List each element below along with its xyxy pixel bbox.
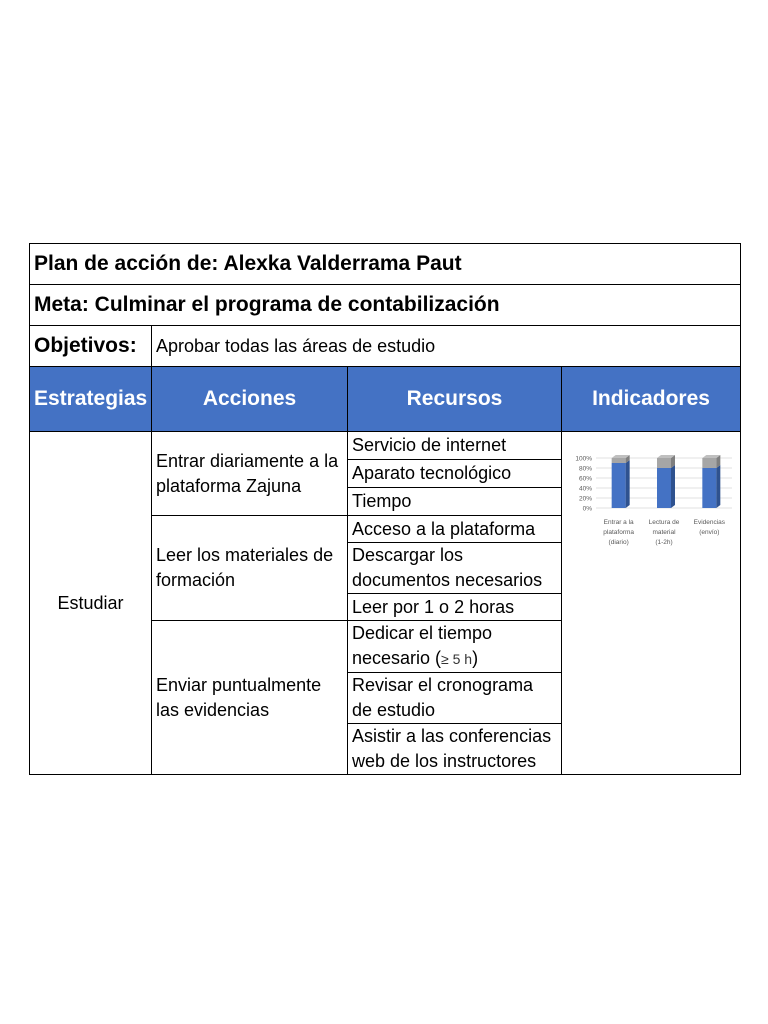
resource-7-symbol: ≥ 5 h — [441, 651, 473, 667]
resource-4: Acceso a la plataforma — [348, 516, 562, 543]
resource-5: Descargar los documentos necesarios — [348, 543, 562, 594]
bar-side — [716, 465, 720, 508]
bar-segment — [702, 468, 716, 508]
header-indicators: Indicadores — [562, 367, 741, 432]
y-tick-label: 0% — [582, 505, 592, 513]
objectives-label: Objetivos: — [30, 326, 152, 367]
table-header-row — [30, 367, 741, 432]
resource-7-close: ) — [472, 648, 479, 668]
y-tick-label: 40% — [578, 485, 592, 493]
bar-segment — [657, 468, 671, 508]
resource-7 — [348, 621, 562, 673]
x-tick-label: Entrar a la — [603, 519, 634, 526]
header-strategies: Estrategias — [30, 367, 152, 432]
indicators-chart — [562, 432, 740, 562]
resource-2: Aparato tecnológico — [348, 460, 562, 488]
action-3: Enviar puntualmente las evidencias — [152, 621, 348, 775]
bar-segment — [612, 458, 626, 463]
y-tick-label: 60% — [578, 475, 592, 483]
action-plan-table — [29, 243, 741, 775]
y-tick-label: 100% — [575, 455, 592, 463]
x-tick-label: material — [652, 529, 676, 536]
bar-segment — [657, 458, 671, 468]
resource-6: Leer por 1 o 2 horas — [348, 594, 562, 621]
x-tick-label: Lectura de — [648, 519, 680, 526]
indicators-cell — [562, 432, 741, 775]
y-tick-label: 80% — [578, 465, 592, 473]
resource-1: Servicio de internet — [348, 432, 562, 460]
x-tick-label: plataforma — [603, 529, 635, 536]
x-tick-label: (envío) — [699, 529, 720, 536]
x-tick-label: Evidencias — [693, 519, 726, 526]
resource-3: Tiempo — [348, 488, 562, 516]
resource-8: Revisar el cronograma de estudio — [348, 673, 562, 724]
bar-side — [626, 460, 630, 508]
objectives-text: Aprobar todas las áreas de estudio — [152, 326, 741, 367]
x-tick-label: (1-2h) — [655, 539, 673, 546]
action-1: Entrar diariamente a la plataforma Zajuna — [152, 432, 348, 516]
plan-goal: Meta: Culminar el programa de contabilización — [30, 285, 741, 326]
header-resources: Recursos — [348, 367, 562, 432]
strategy-cell: Estudiar — [30, 432, 152, 775]
y-tick-label: 20% — [578, 495, 592, 503]
resource-7-text: Dedicar el tiempo necesario ( — [352, 623, 493, 668]
bar-segment — [702, 458, 716, 468]
header-actions: Acciones — [152, 367, 348, 432]
bar-segment — [612, 463, 626, 508]
x-tick-label: (diario) — [608, 539, 629, 546]
bar-side — [671, 465, 675, 508]
resource-9: Asistir a las conferencias web de los instructores — [348, 724, 562, 775]
action-2: Leer los materiales de formación — [152, 516, 348, 621]
plan-title: Plan de acción de: Alexka Valderrama Paut — [30, 244, 741, 285]
